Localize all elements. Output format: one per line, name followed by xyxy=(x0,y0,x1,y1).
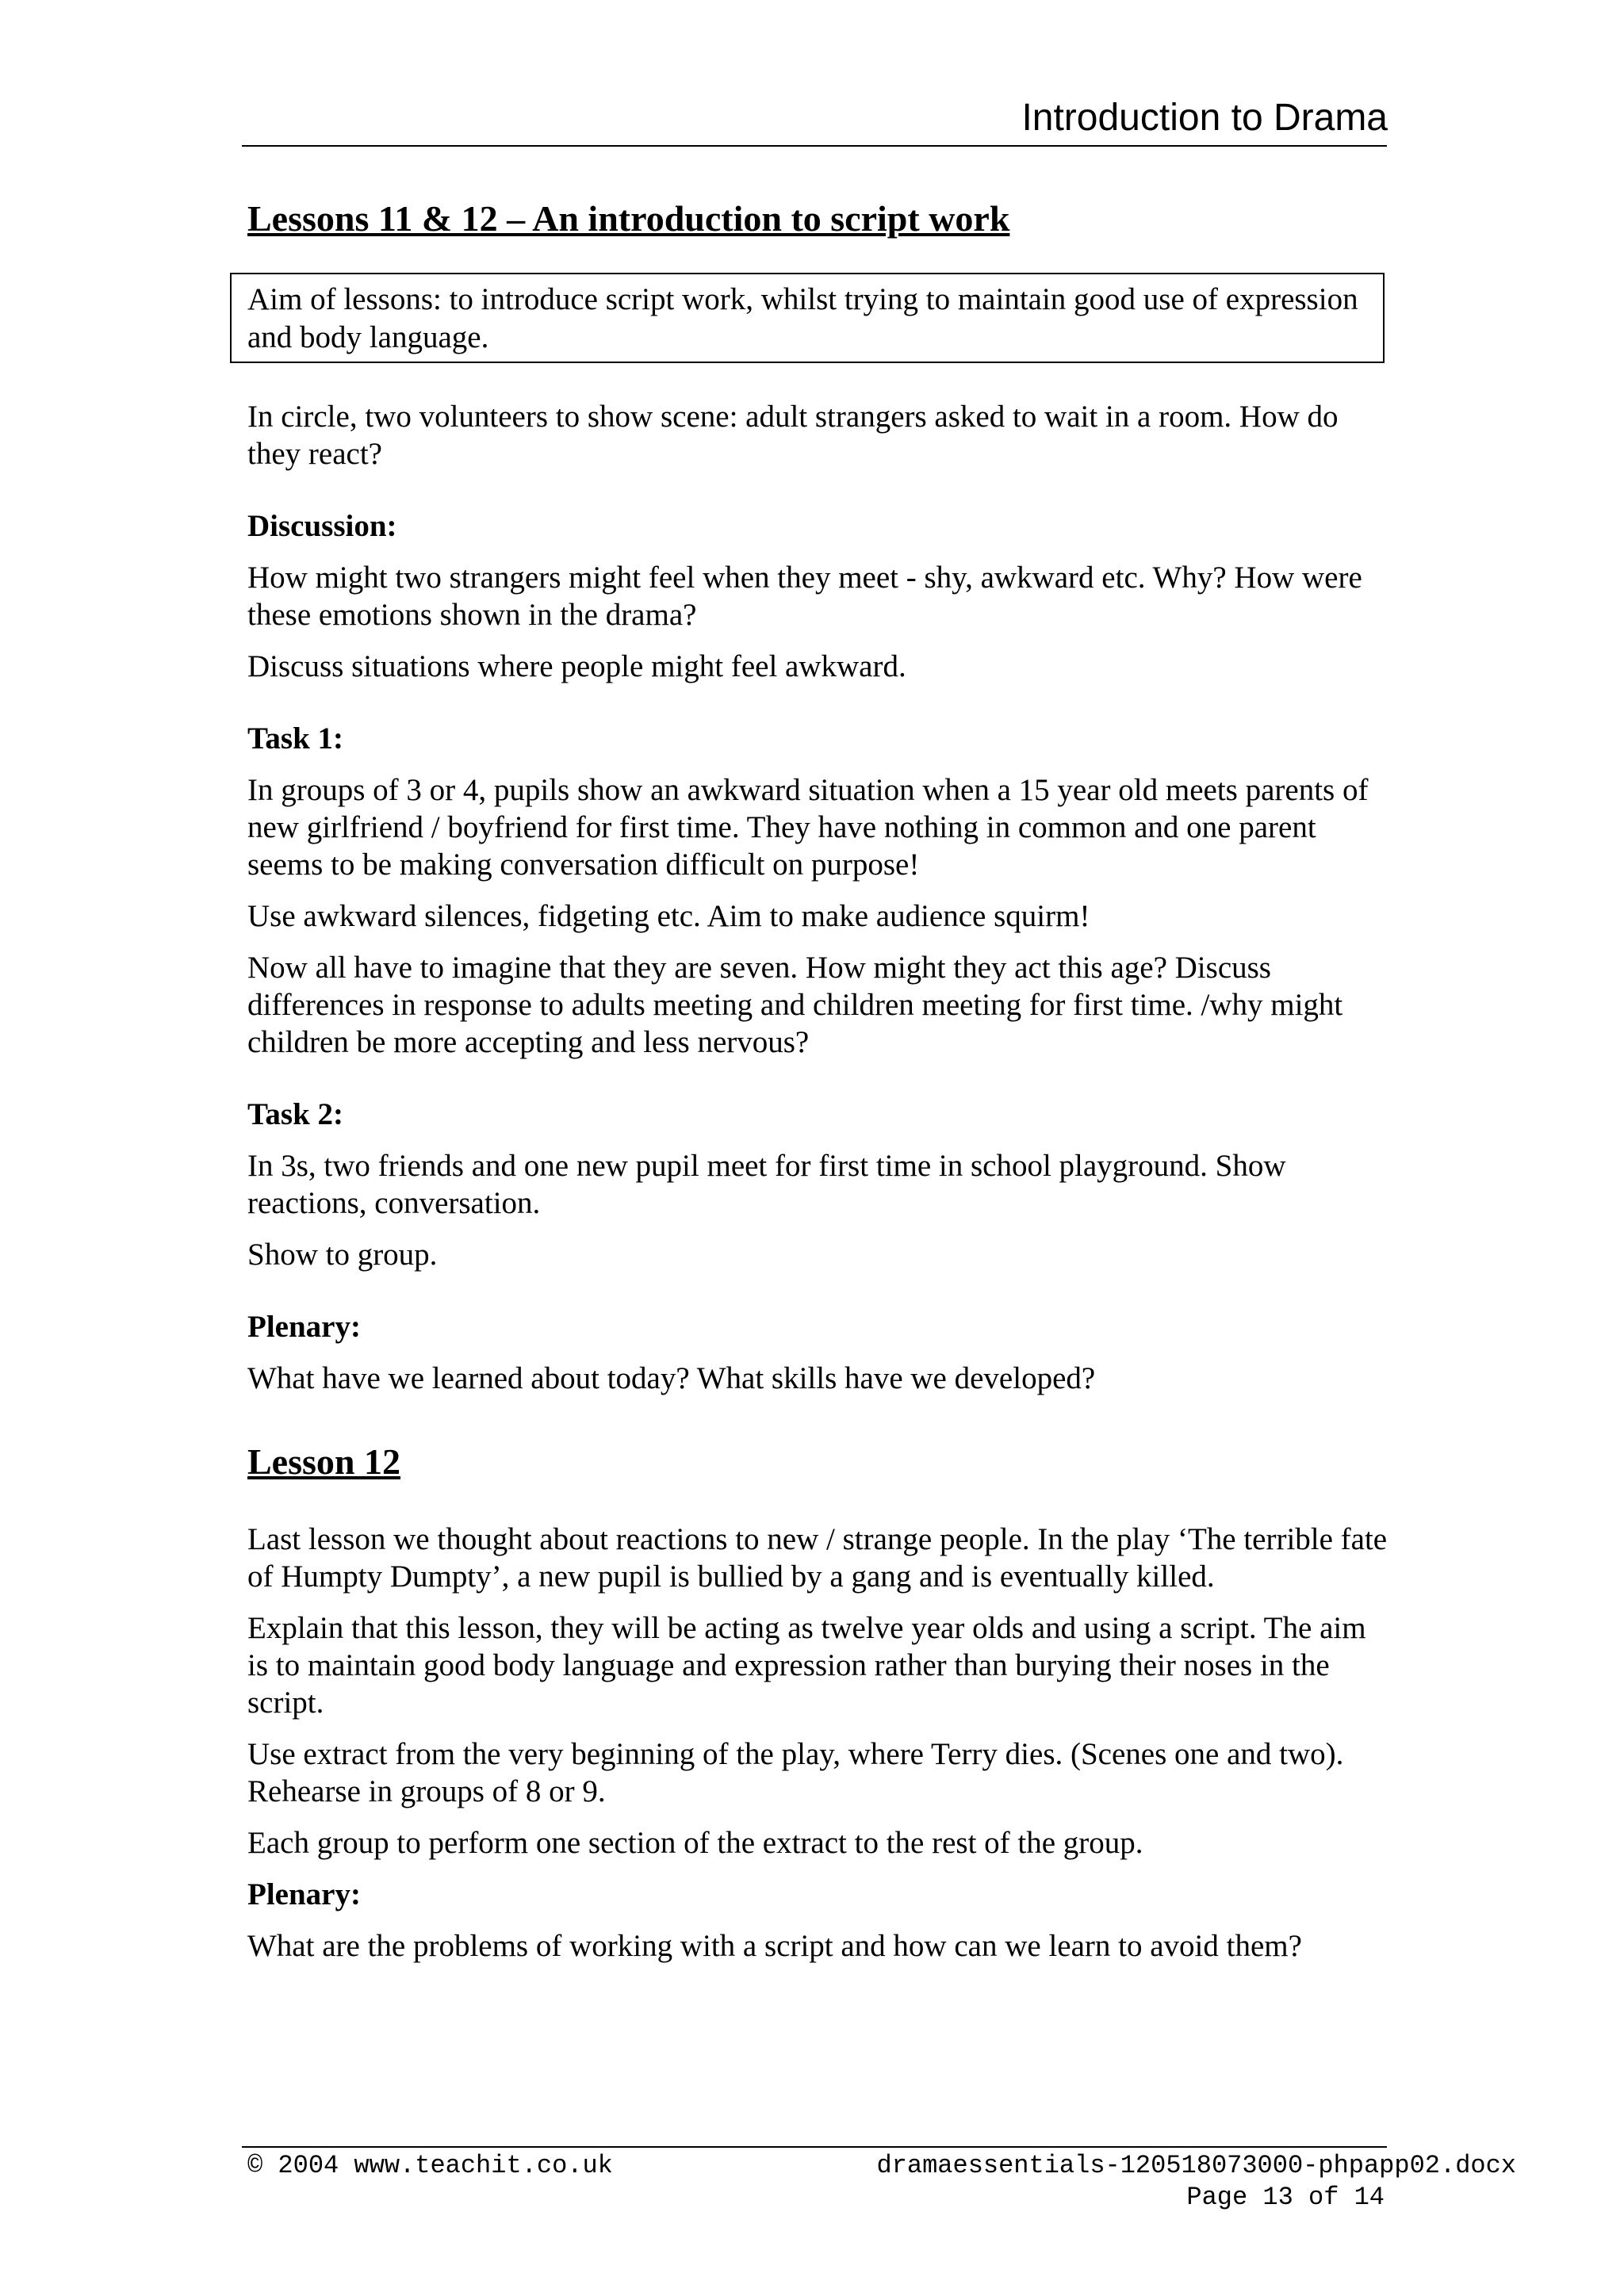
discussion-paragraph: Discuss situations where people might feel awkward. xyxy=(247,649,906,683)
header-title: Introduction to Drama xyxy=(1021,97,1388,139)
plenary-paragraph: What have we learned about today? What skills have we developed? xyxy=(247,1360,1096,1395)
lesson12-paragraph: Explain that this lesson, they will be acting as twelve year olds and using a script. The aim is to maintain good body language and expression rather than burying their noses in the script. xyxy=(247,1610,1366,1720)
footer-filename: dramaessentials-120518073000-phpapp02.docx xyxy=(876,2151,1516,2180)
intro-paragraph: In circle, two volunteers to show scene: adult strangers asked to wait in a room. How do they react? xyxy=(247,399,1339,471)
footer-page-number: Page 13 of 14 xyxy=(1186,2183,1385,2212)
aim-box: Aim of lessons: to introduce script work, whilst trying to maintain good use of expression and body language. xyxy=(230,273,1385,363)
task2-paragraph: Show to group. xyxy=(247,1237,438,1272)
task2-heading: Task 2: xyxy=(247,1096,344,1131)
task1-paragraph: Now all have to imagine that they are seven. How might they act this age? Discuss differences in response to adults meeting and children meeting for first time. /why might children be more accepting and less nervous? xyxy=(247,950,1343,1059)
task2-paragraph: In 3s, two friends and one new pupil meet for first time in school playground. Show reactions, conversation. xyxy=(247,1148,1286,1220)
task1-heading: Task 1: xyxy=(247,721,344,756)
task1-paragraph: Use awkward silences, fidgeting etc. Aim to make audience squirm! xyxy=(247,898,1090,933)
plenary-heading: Plenary: xyxy=(247,1309,361,1344)
lesson12-paragraph: Last lesson we thought about reactions to new / strange people. In the play ‘The terrible fate of Humpty Dumpty’, a new pupil is bullied by a gang and is eventually killed. xyxy=(247,1521,1388,1594)
footer-rule xyxy=(242,2146,1387,2148)
lesson-title: Lessons 11 & 12 – An introduction to script work xyxy=(247,198,1010,239)
lesson12-paragraph: Use extract from the very beginning of the play, where Terry dies. (Scenes one and two). Rehearse in groups of 8 or 9. xyxy=(247,1736,1344,1808)
discussion-heading: Discussion: xyxy=(247,508,397,543)
lesson12-plenary-paragraph: What are the problems of working with a script and how can we learn to avoid them? xyxy=(247,1928,1302,1963)
lesson12-paragraph: Each group to perform one section of the extract to the rest of the group. xyxy=(247,1825,1143,1860)
task1-paragraph: In groups of 3 or 4, pupils show an awkward situation when a 15 year old meets parents of new girlfriend / boyfriend for first time. They have nothing in common and one parent seems to be making conversation difficult on purpose! xyxy=(247,772,1369,882)
document-body xyxy=(247,195,1389,1965)
header-rule xyxy=(242,145,1387,147)
footer-copyright: © 2004 www.teachit.co.uk xyxy=(247,2151,613,2180)
discussion-paragraph: How might two strangers might feel when they meet - shy, awkward etc. Why? How were these emotions shown in the drama? xyxy=(247,560,1362,632)
lesson12-title: Lesson 12 xyxy=(247,1441,400,1482)
lesson12-plenary-heading: Plenary: xyxy=(247,1877,361,1911)
